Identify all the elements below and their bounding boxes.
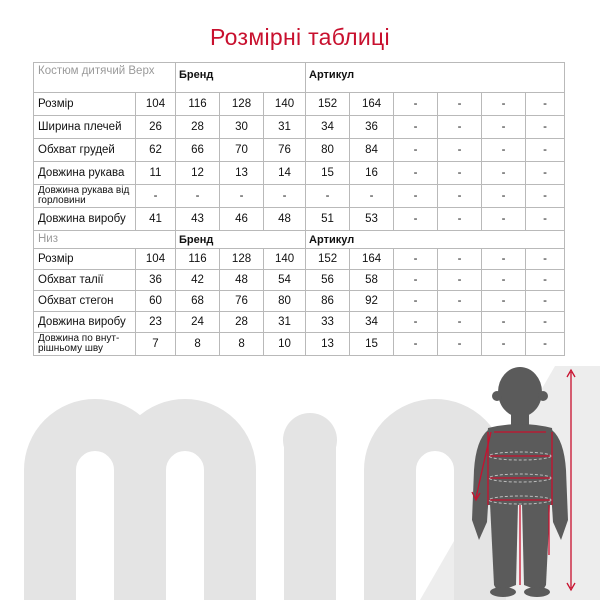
table-cell: 34 bbox=[306, 116, 350, 139]
table-cell: 116 bbox=[176, 93, 220, 116]
table-cell: 36 bbox=[350, 116, 394, 139]
table-cell: 43 bbox=[176, 208, 220, 231]
table-cell: - bbox=[526, 93, 565, 116]
table-row bbox=[34, 116, 565, 139]
table-cell: 48 bbox=[220, 270, 264, 291]
table-cell: 8 bbox=[220, 333, 264, 356]
row-label: Ширина плечей bbox=[34, 116, 136, 139]
table-cell: - bbox=[176, 185, 220, 208]
table-cell: 8 bbox=[176, 333, 220, 356]
table-row bbox=[34, 208, 565, 231]
table-cell: - bbox=[394, 333, 438, 356]
table-cell: 152 bbox=[306, 93, 350, 116]
table-cell: 58 bbox=[350, 270, 394, 291]
table-cell: 104 bbox=[136, 249, 176, 270]
table-cell: 15 bbox=[306, 162, 350, 185]
table-cell: 70 bbox=[220, 139, 264, 162]
table-cell: 140 bbox=[264, 93, 306, 116]
size-table-top bbox=[33, 62, 565, 231]
table-cell: - bbox=[438, 139, 482, 162]
table-cell: - bbox=[438, 333, 482, 356]
page-title: Розмірні таблиці bbox=[210, 24, 390, 50]
table-cell: - bbox=[526, 116, 565, 139]
table-cell: - bbox=[482, 116, 526, 139]
table-cell: 80 bbox=[306, 139, 350, 162]
table-cell: - bbox=[526, 249, 565, 270]
table-cell: 140 bbox=[264, 249, 306, 270]
table-cell: 76 bbox=[220, 291, 264, 312]
row-label: Довжина по внут-рішньому шву bbox=[34, 333, 136, 356]
row-label: Обхват стегон bbox=[34, 291, 136, 312]
table-cell: - bbox=[438, 208, 482, 231]
table-cell: - bbox=[394, 139, 438, 162]
table-cell: - bbox=[394, 270, 438, 291]
table-row bbox=[34, 162, 565, 185]
table-cell: - bbox=[482, 333, 526, 356]
table-cell: 80 bbox=[264, 291, 306, 312]
table-cell: 42 bbox=[176, 270, 220, 291]
table-cell: 34 bbox=[350, 312, 394, 333]
table-cell: - bbox=[394, 291, 438, 312]
table-cell: - bbox=[438, 312, 482, 333]
table-cell: 11 bbox=[136, 162, 176, 185]
table-cell: 164 bbox=[350, 93, 394, 116]
table-cell: - bbox=[482, 270, 526, 291]
table-cell: - bbox=[438, 249, 482, 270]
table-cell: - bbox=[306, 185, 350, 208]
table-cell: 28 bbox=[220, 312, 264, 333]
article-label: Артикул bbox=[306, 63, 565, 93]
table-cell: - bbox=[136, 185, 176, 208]
table-cell: 33 bbox=[306, 312, 350, 333]
table-cell: - bbox=[394, 185, 438, 208]
table-cell: - bbox=[394, 116, 438, 139]
table-cell: - bbox=[350, 185, 394, 208]
table-row bbox=[34, 333, 565, 356]
table-cell: - bbox=[482, 312, 526, 333]
table-cell: 23 bbox=[136, 312, 176, 333]
table-row bbox=[34, 291, 565, 312]
table-cell: - bbox=[394, 249, 438, 270]
table-cell: 10 bbox=[264, 333, 306, 356]
table-cell: 28 bbox=[176, 116, 220, 139]
row-label: Довжина рукава bbox=[34, 162, 136, 185]
row-label: Обхват грудей bbox=[34, 139, 136, 162]
table-cell: 54 bbox=[264, 270, 306, 291]
size-table-bottom bbox=[33, 230, 565, 356]
row-label: Обхват талії bbox=[34, 270, 136, 291]
table-cell: - bbox=[526, 208, 565, 231]
row-label: Довжина виробу bbox=[34, 312, 136, 333]
table-cell: 15 bbox=[350, 333, 394, 356]
table-cell: - bbox=[438, 270, 482, 291]
table-row bbox=[34, 249, 565, 270]
section-label: Костюм дитячий Верх bbox=[34, 63, 176, 93]
table-cell: - bbox=[394, 93, 438, 116]
table-cell: 24 bbox=[176, 312, 220, 333]
table-cell: - bbox=[438, 93, 482, 116]
row-label: Довжина рукава від горловини bbox=[34, 185, 136, 208]
table-cell: 13 bbox=[220, 162, 264, 185]
table-cell: 128 bbox=[220, 93, 264, 116]
table-cell: 16 bbox=[350, 162, 394, 185]
table-cell: 14 bbox=[264, 162, 306, 185]
table-cell: - bbox=[482, 249, 526, 270]
table-cell: - bbox=[526, 291, 565, 312]
row-label: Розмір bbox=[34, 249, 136, 270]
table-cell: - bbox=[482, 93, 526, 116]
table-cell: 84 bbox=[350, 139, 394, 162]
table-cell: 56 bbox=[306, 270, 350, 291]
table-cell: - bbox=[482, 185, 526, 208]
row-label: Розмір bbox=[34, 93, 136, 116]
table-cell: - bbox=[526, 333, 565, 356]
table-cell: - bbox=[526, 312, 565, 333]
table-cell: 53 bbox=[350, 208, 394, 231]
table-cell: 60 bbox=[136, 291, 176, 312]
table-row bbox=[34, 270, 565, 291]
table-cell: 31 bbox=[264, 312, 306, 333]
row-label: Довжина виробу bbox=[34, 208, 136, 231]
table-cell: 12 bbox=[176, 162, 220, 185]
table-cell: 31 bbox=[264, 116, 306, 139]
table-cell: 13 bbox=[306, 333, 350, 356]
table-cell: 7 bbox=[136, 333, 176, 356]
table-cell: 48 bbox=[264, 208, 306, 231]
brand-label: Бренд bbox=[176, 231, 306, 249]
table-cell: 36 bbox=[136, 270, 176, 291]
table-row bbox=[34, 139, 565, 162]
table-cell: - bbox=[526, 270, 565, 291]
table-cell: - bbox=[526, 185, 565, 208]
table-row bbox=[34, 185, 565, 208]
table-cell: 51 bbox=[306, 208, 350, 231]
brand-label: Бренд bbox=[176, 63, 306, 93]
table-cell: 116 bbox=[176, 249, 220, 270]
table-cell: - bbox=[264, 185, 306, 208]
table-cell: 66 bbox=[176, 139, 220, 162]
table-cell: - bbox=[394, 312, 438, 333]
table-cell: 41 bbox=[136, 208, 176, 231]
table-row bbox=[34, 312, 565, 333]
table-cell: 164 bbox=[350, 249, 394, 270]
table-cell: 104 bbox=[136, 93, 176, 116]
table-cell: - bbox=[394, 162, 438, 185]
table-cell: 86 bbox=[306, 291, 350, 312]
article-label: Артикул bbox=[306, 231, 565, 249]
table-cell: 152 bbox=[306, 249, 350, 270]
table-cell: - bbox=[526, 139, 565, 162]
table-cell: - bbox=[482, 139, 526, 162]
table-cell: - bbox=[438, 162, 482, 185]
table-cell: 92 bbox=[350, 291, 394, 312]
table-cell: - bbox=[526, 162, 565, 185]
table-cell: - bbox=[438, 291, 482, 312]
watermark-logo bbox=[50, 425, 480, 600]
table-cell: 62 bbox=[136, 139, 176, 162]
table-cell: 30 bbox=[220, 116, 264, 139]
table-cell: - bbox=[394, 208, 438, 231]
section-label: Низ bbox=[34, 231, 176, 249]
table-cell: - bbox=[482, 162, 526, 185]
table-cell: 76 bbox=[264, 139, 306, 162]
table-cell: - bbox=[482, 208, 526, 231]
table-cell: 68 bbox=[176, 291, 220, 312]
table-cell: 128 bbox=[220, 249, 264, 270]
table-cell: 26 bbox=[136, 116, 176, 139]
table-cell: - bbox=[438, 116, 482, 139]
table-cell: 46 bbox=[220, 208, 264, 231]
table-row bbox=[34, 93, 565, 116]
table-cell: - bbox=[438, 185, 482, 208]
table-cell: - bbox=[220, 185, 264, 208]
table-cell: - bbox=[482, 291, 526, 312]
